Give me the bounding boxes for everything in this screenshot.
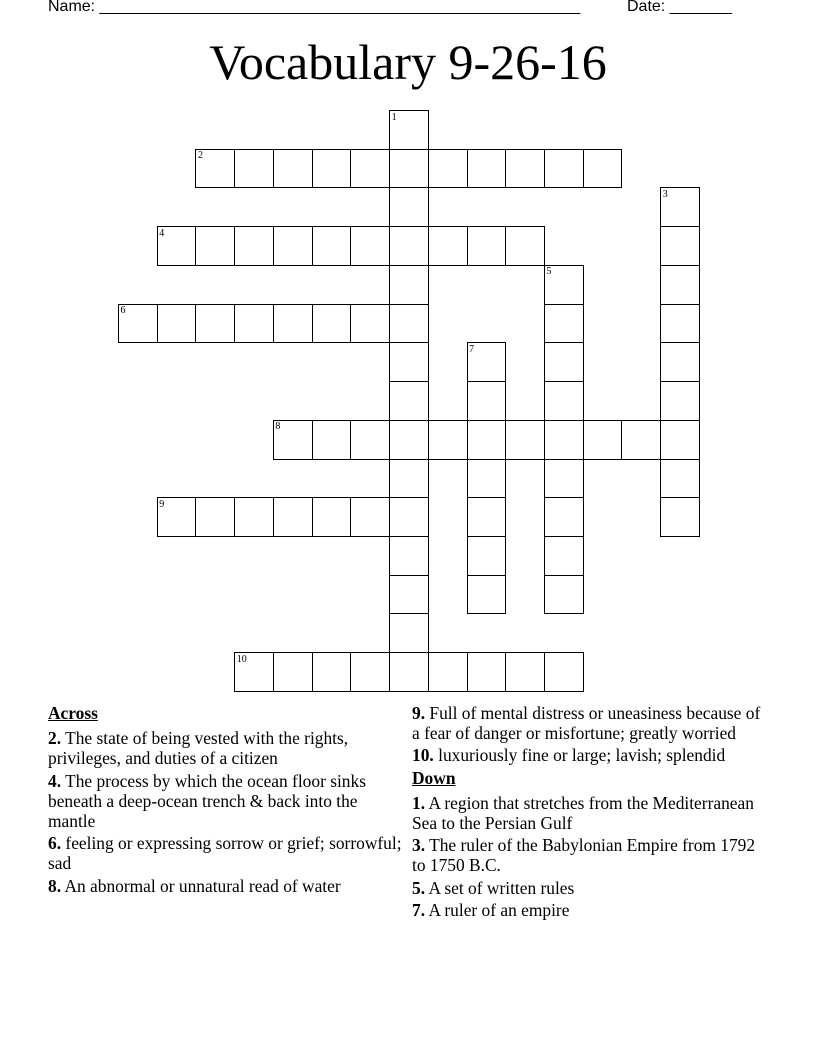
crossword-cell[interactable] (350, 149, 390, 189)
clue-across-2 (48, 728, 403, 768)
clue-across-4 (48, 771, 403, 832)
crossword-cell[interactable] (389, 536, 429, 576)
crossword-cell[interactable] (389, 575, 429, 615)
crossword-cell[interactable] (389, 420, 429, 460)
crossword-cell[interactable] (389, 381, 429, 421)
clue-number: 8. (48, 875, 62, 896)
crossword-cell[interactable] (350, 652, 390, 692)
clue-number: 4. (48, 770, 62, 791)
clue-number-label: 8 (275, 421, 281, 433)
crossword-cell[interactable] (195, 304, 235, 344)
crossword-cell[interactable] (273, 652, 313, 692)
clue-across-10 (412, 745, 772, 765)
crossword-cell[interactable] (660, 304, 700, 344)
crossword-cell[interactable] (273, 497, 313, 537)
down-heading: Down (412, 767, 456, 788)
crossword-cell[interactable] (157, 304, 197, 344)
clue-number: 6. (48, 833, 62, 854)
crossword-cell[interactable] (428, 226, 468, 266)
clue-text: The state of being vested with the rights, privileges, and duties of a citizen (48, 728, 349, 769)
crossword-cell[interactable] (312, 304, 352, 344)
crossword-cell[interactable] (467, 652, 507, 692)
crossword-cell[interactable] (660, 420, 700, 460)
crossword-cell[interactable] (312, 420, 352, 460)
clue-number-label: 1 (391, 111, 397, 123)
clue-number-label: 5 (546, 266, 552, 278)
crossword-cell[interactable] (467, 226, 507, 266)
crossword-cell[interactable] (234, 149, 274, 189)
clue-number: 3. (412, 835, 426, 856)
crossword-cell[interactable] (505, 226, 545, 266)
clue-number: 2. (48, 728, 62, 749)
clue-down-1 (412, 793, 772, 833)
crossword-cell[interactable] (467, 381, 507, 421)
crossword-cell[interactable] (389, 652, 429, 692)
crossword-cell[interactable] (505, 652, 545, 692)
clue-number-label: 10 (236, 653, 247, 665)
clue-down-7 (412, 900, 772, 920)
crossword-cell[interactable] (621, 420, 661, 460)
clue-number-label: 6 (120, 305, 126, 317)
clue-number: 1. (412, 792, 426, 813)
crossword-cell[interactable] (350, 420, 390, 460)
clue-down-3 (412, 835, 772, 875)
crossword-cell[interactable] (544, 575, 584, 615)
crossword-cell[interactable] (660, 459, 700, 499)
crossword-cell[interactable] (544, 420, 584, 460)
date-line[interactable]: Date: _______ (627, 0, 732, 15)
crossword-cell[interactable] (660, 497, 700, 537)
crossword-cell[interactable] (350, 226, 390, 266)
clue-number: 9. (412, 703, 426, 723)
crossword-cell[interactable] (389, 613, 429, 653)
crossword-cell[interactable] (389, 149, 429, 189)
crossword-cell[interactable] (389, 265, 429, 305)
crossword-cell[interactable] (660, 226, 700, 266)
clue-text: A region that stretches from the Mediterranean Sea to the Persian Gulf (412, 792, 754, 834)
crossword-cell[interactable] (312, 652, 352, 692)
crossword-cell[interactable] (467, 575, 507, 615)
crossword-cell[interactable] (389, 226, 429, 266)
clue-text: A ruler of an empire (428, 899, 570, 920)
crossword-cell[interactable] (273, 304, 313, 344)
clue-number-label: 4 (159, 227, 165, 239)
crossword-cell[interactable] (312, 149, 352, 189)
clue-text: The ruler of the Babylonian Empire from 1792 to 1750 B.C. (412, 835, 756, 876)
clue-text: A set of written rules (428, 877, 575, 898)
crossword-cell[interactable] (428, 149, 468, 189)
crossword-cell[interactable] (544, 652, 584, 692)
crossword-cell[interactable] (544, 497, 584, 537)
crossword-cell[interactable] (389, 187, 429, 227)
clue-number: 10. (412, 745, 434, 766)
crossword-cell[interactable] (195, 497, 235, 537)
crossword-cell[interactable] (467, 497, 507, 537)
clue-text: Full of mental distress or uneasiness because of a fear of danger or misfortune; greatly worried (412, 703, 761, 744)
clue-down-5 (412, 878, 772, 898)
crossword-cell[interactable] (312, 497, 352, 537)
clue-text: luxuriously fine or large; lavish; splendid (438, 745, 726, 766)
name-line[interactable]: Name: ______________________________________________________ (48, 0, 581, 15)
crossword-cell[interactable] (544, 149, 584, 189)
crossword-cell[interactable] (350, 304, 390, 344)
crossword-cell[interactable] (544, 304, 584, 344)
crossword-cell[interactable] (389, 497, 429, 537)
crossword-cell[interactable] (467, 149, 507, 189)
crossword-cell[interactable] (544, 459, 584, 499)
crossword-cell[interactable] (389, 459, 429, 499)
clue-number-label: 2 (197, 150, 203, 162)
crossword-cell[interactable] (583, 420, 623, 460)
crossword-cell[interactable] (544, 342, 584, 382)
crossword-cell[interactable] (583, 149, 623, 189)
crossword-cell[interactable] (234, 497, 274, 537)
crossword-cell[interactable] (505, 149, 545, 189)
clues-left-column (48, 703, 403, 898)
clue-number-label: 3 (662, 188, 668, 200)
crossword-cell[interactable] (234, 304, 274, 344)
crossword-cell[interactable] (428, 652, 468, 692)
crossword-cell[interactable] (467, 536, 507, 576)
crossword-cell[interactable] (389, 342, 429, 382)
crossword-cell[interactable] (544, 536, 584, 576)
clue-across-9 (412, 703, 772, 743)
clue-across-6 (48, 833, 403, 873)
crossword-cell[interactable] (660, 381, 700, 421)
page-title: Vocabulary 9-26-16 (209, 34, 607, 90)
clue-number-label: 9 (159, 498, 165, 510)
crossword-cell[interactable] (273, 149, 313, 189)
clues-right-column (412, 703, 772, 922)
crossword-cell[interactable] (312, 226, 352, 266)
across-heading: Across (48, 703, 98, 723)
crossword-cell[interactable] (660, 342, 700, 382)
crossword-cell[interactable] (428, 420, 468, 460)
crossword-cell[interactable] (544, 381, 584, 421)
crossword-cell[interactable] (273, 226, 313, 266)
clue-text: An abnormal or unnatural read of water (64, 875, 341, 896)
clue-number-label: 7 (469, 343, 475, 355)
crossword-cell[interactable] (195, 226, 235, 266)
crossword-cell[interactable] (350, 497, 390, 537)
clue-across-8 (48, 876, 403, 896)
crossword-cell[interactable] (505, 420, 545, 460)
clue-number: 7. (412, 899, 426, 920)
crossword-cell[interactable] (467, 459, 507, 499)
crossword-cell[interactable] (660, 265, 700, 305)
crossword-cell[interactable] (467, 420, 507, 460)
clue-number: 5. (412, 877, 426, 898)
clue-text: The process by which the ocean floor sinks beneath a deep-ocean trench & back into the mantle (48, 770, 366, 832)
crossword-cell[interactable] (389, 304, 429, 344)
clue-text: feeling or expressing sorrow or grief; sorrowful; sad (48, 833, 402, 874)
crossword-cell[interactable] (234, 226, 274, 266)
